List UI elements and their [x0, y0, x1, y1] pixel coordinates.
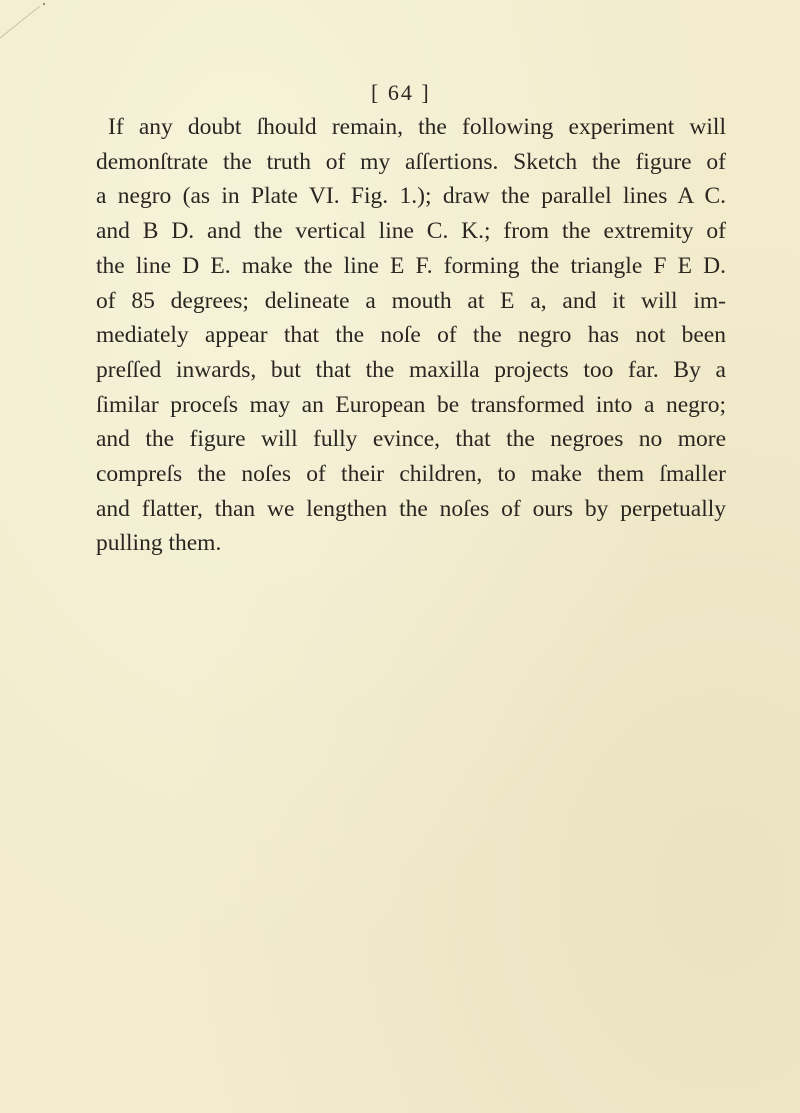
text-line: and B D. and the vertical line C. K.; from the extremity of [96, 218, 726, 245]
text-line: demonſtrate the truth of my aſſertions. Sketch the figure of [96, 148, 726, 175]
text-line: compreſs the noſes of their children, to make them ſmaller [96, 461, 726, 488]
text-line: and the figure will fully evince, that the negroes no more [96, 426, 726, 453]
text-line: ſimilar proceſs may an European be transformed into a negro; [96, 391, 726, 418]
corner-pencil-mark [0, 0, 60, 40]
text-line: of 85 degrees; delineate a mouth at E a, and it will im- [96, 287, 726, 314]
text-line: the line D E. make the line E F. forming the triangle F E D. [96, 252, 726, 279]
text-line: and flatter, than we lengthen the noſes of ours by perpetually [96, 495, 726, 522]
text-line: preſſed inwards, but that the maxilla projects too far. By a [96, 356, 726, 383]
text-line: mediately appear that the noſe of the negro has not been [96, 322, 726, 349]
body-paragraph [96, 110, 726, 561]
text-line: a negro (as in Plate VI. Fig. 1.); draw the parallel lines A C. [96, 183, 726, 210]
text-line: pulling them. [96, 530, 222, 557]
page-number: [ 64 ] [371, 80, 431, 105]
text-line: If any doubt ſhould remain, the following experiment will [108, 114, 726, 140]
